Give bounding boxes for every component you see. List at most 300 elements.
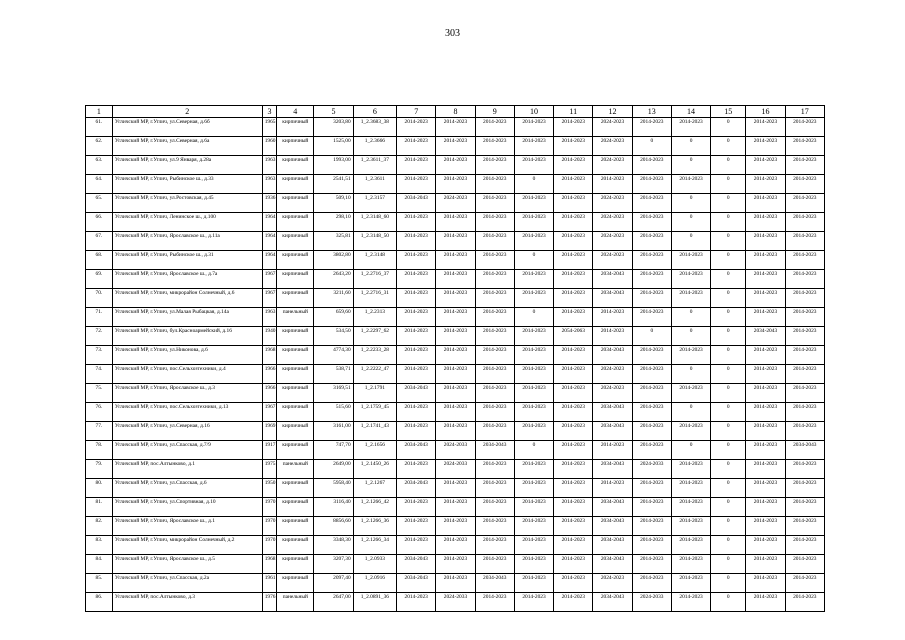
table-cell: кирпичный	[277, 517, 314, 536]
table-cell: 2014-2023	[514, 555, 553, 574]
table-cell: Угличский МР, г.Углич, пос.Сельхозтехники, д.4	[112, 365, 262, 384]
table-cell: 3169,51	[314, 384, 353, 403]
table-row	[86, 251, 825, 270]
table-cell: 2014-2023	[632, 308, 671, 327]
column-header-17: 17	[785, 106, 824, 118]
table-cell: 2014-2023	[436, 384, 475, 403]
column-header-1: 1	[86, 106, 113, 118]
table-cell: кирпичный	[277, 194, 314, 213]
table-cell: 2014-2023	[514, 194, 553, 213]
table-cell: 2024-2033	[436, 593, 475, 612]
table-cell: 2014-2023	[671, 289, 710, 308]
table-cell: 2054-2063	[554, 327, 593, 346]
table-cell: 325,81	[314, 232, 353, 251]
table-cell: 2034-2043	[397, 479, 436, 498]
table-cell: 0	[632, 137, 671, 156]
column-header-7: 7	[397, 106, 436, 118]
table-cell: 1960	[262, 137, 276, 156]
table-cell: 2024-2033	[632, 460, 671, 479]
table-row	[86, 308, 825, 327]
table-cell: 2014-2023	[671, 460, 710, 479]
table-cell: кирпичный	[277, 422, 314, 441]
table-cell: 2014-2023	[554, 213, 593, 232]
table-cell: кирпичный	[277, 270, 314, 289]
table-cell: 1_2.0916	[353, 574, 396, 593]
table-row	[86, 289, 825, 308]
table-cell: 1_2.0933	[353, 555, 396, 574]
table-cell: 2014-2023	[593, 175, 632, 194]
table-cell: 2034-2043	[397, 194, 436, 213]
table-cell: 76.	[86, 403, 113, 422]
table-cell: 2014-2023	[514, 479, 553, 498]
table-cell: 1940	[262, 327, 276, 346]
table-cell: 2014-2023	[514, 403, 553, 422]
table-row	[86, 498, 825, 517]
table-cell: 2014-2023	[746, 175, 785, 194]
table-cell: 0	[711, 308, 746, 327]
table-cell: 1965	[262, 118, 276, 137]
table-cell: 2014-2023	[632, 194, 671, 213]
table-cell: 2014-2023	[554, 536, 593, 555]
table-cell: 67.	[86, 232, 113, 251]
housing-register-table	[85, 105, 825, 612]
table-cell: 0	[514, 175, 553, 194]
table-cell: 2024-2033	[632, 593, 671, 612]
table-cell: 2014-2023	[671, 422, 710, 441]
table-cell: Угличский МР, г.Углич, микрорайон Солнечный, д.6	[112, 289, 262, 308]
table-cell: 2014-2023	[746, 232, 785, 251]
table-cell: 0	[671, 327, 710, 346]
table-cell: 2014-2023	[785, 403, 824, 422]
table-cell: 0	[632, 327, 671, 346]
table-cell: 2014-2023	[632, 251, 671, 270]
table-cell: 85.	[86, 574, 113, 593]
table-cell: 2014-2023	[593, 327, 632, 346]
table-cell: 2014-2023	[514, 422, 553, 441]
table-cell: 3161,00	[314, 422, 353, 441]
table-cell: 509,10	[314, 194, 353, 213]
table-cell: 2024-2023	[593, 137, 632, 156]
table-cell: 2014-2023	[671, 118, 710, 137]
table-cell: 0	[671, 365, 710, 384]
table-cell: 515,60	[314, 403, 353, 422]
table-cell: 86.	[86, 593, 113, 612]
table-cell: 1968	[262, 346, 276, 365]
table-cell: 2014-2023	[397, 460, 436, 479]
table-cell: 2014-2023	[785, 536, 824, 555]
column-header-6: 6	[353, 106, 396, 118]
table-row	[86, 156, 825, 175]
table-cell: 2014-2023	[632, 270, 671, 289]
table-cell: 1970	[262, 517, 276, 536]
table-cell: Угличский МР, г.Углич, Ярославское ш., д.7а	[112, 270, 262, 289]
table-cell: 2014-2023	[436, 536, 475, 555]
table-cell: 0	[711, 289, 746, 308]
table-cell: 2014-2023	[554, 574, 593, 593]
table-cell: 2014-2023	[554, 555, 593, 574]
table-cell: 2014-2023	[554, 441, 593, 460]
table-cell: 2014-2023	[397, 232, 436, 251]
table-cell: 2014-2023	[746, 574, 785, 593]
table-cell: 1993,00	[314, 156, 353, 175]
table-cell: 2034-2043	[397, 441, 436, 460]
table-cell: 1961	[262, 574, 276, 593]
table-cell: 2014-2023	[632, 479, 671, 498]
table-cell: 2014-2023	[514, 232, 553, 251]
table-cell: 2014-2023	[397, 365, 436, 384]
table-cell: 2014-2023	[514, 384, 553, 403]
table-cell: 2014-2023	[671, 251, 710, 270]
table-cell: 0	[671, 213, 710, 232]
table-cell: 2014-2023	[514, 137, 553, 156]
table-cell: 84.	[86, 555, 113, 574]
table-cell: 2034-2043	[593, 422, 632, 441]
table-cell: Угличский МР, г.Углич, Ярославское ш., д.3	[112, 384, 262, 403]
table-cell: 2014-2023	[785, 308, 824, 327]
table-cell: 0	[711, 327, 746, 346]
table-cell: 2014-2023	[475, 536, 514, 555]
table-cell: 2014-2023	[436, 137, 475, 156]
table-cell: 2014-2023	[475, 327, 514, 346]
table-row	[86, 422, 825, 441]
table-cell: 1969	[262, 422, 276, 441]
table-cell: 0	[711, 194, 746, 213]
table-cell: 2014-2023	[746, 441, 785, 460]
table-cell: 2014-2023	[475, 384, 514, 403]
column-header-9: 9	[475, 106, 514, 118]
table-cell: 2014-2023	[436, 308, 475, 327]
column-header-8: 8	[436, 106, 475, 118]
table-cell: 2014-2023	[785, 479, 824, 498]
table-row	[86, 403, 825, 422]
table-cell: 80.	[86, 479, 113, 498]
table-cell: 2014-2023	[785, 327, 824, 346]
table-cell: 2014-2023	[632, 213, 671, 232]
table-cell: 2034-2043	[593, 517, 632, 536]
table-cell: 2024-2023	[593, 213, 632, 232]
table-cell: 0	[711, 536, 746, 555]
table-cell: 2014-2023	[397, 175, 436, 194]
table-cell: 1936	[262, 194, 276, 213]
table-cell: 2014-2023	[514, 574, 553, 593]
table-cell: 4774,30	[314, 346, 353, 365]
table-cell: кирпичный	[277, 346, 314, 365]
table-cell: 2014-2023	[593, 479, 632, 498]
table-cell: 2014-2023	[554, 593, 593, 612]
table-cell: 2014-2023	[475, 346, 514, 365]
table-cell: 2014-2023	[746, 498, 785, 517]
table-cell: 70.	[86, 289, 113, 308]
table-cell: 3348,30	[314, 536, 353, 555]
table-cell: кирпичный	[277, 384, 314, 403]
table-cell: 3207,30	[314, 555, 353, 574]
table-cell: 2014-2023	[397, 593, 436, 612]
table-cell: 2034-2043	[593, 403, 632, 422]
table-cell: 2014-2023	[397, 213, 436, 232]
table-cell: 2034-2043	[785, 441, 824, 460]
table-cell: 538,71	[314, 365, 353, 384]
table-cell: 2014-2023	[632, 118, 671, 137]
table-cell: кирпичный	[277, 232, 314, 251]
table-cell: 0	[711, 555, 746, 574]
table-cell: 1_2.2716_37	[353, 270, 396, 289]
table-cell: 82.	[86, 517, 113, 536]
column-header-15: 15	[711, 106, 746, 118]
table-cell: 2014-2023	[554, 289, 593, 308]
table-cell: 1_2.1791	[353, 384, 396, 403]
table-cell: 1_2.1266_36	[353, 517, 396, 536]
table-cell: 2014-2023	[746, 517, 785, 536]
table-cell: 2014-2023	[746, 156, 785, 175]
table-cell: 2024-2023	[593, 365, 632, 384]
table-cell: 2014-2023	[514, 156, 553, 175]
table-cell: 2014-2023	[746, 251, 785, 270]
table-cell: 2014-2023	[746, 460, 785, 479]
table-cell: 2014-2023	[475, 460, 514, 479]
table-cell: 0	[711, 270, 746, 289]
table-cell: 2024-2023	[593, 574, 632, 593]
table-cell: 0	[711, 346, 746, 365]
table-row	[86, 479, 825, 498]
column-header-14: 14	[671, 106, 710, 118]
table-cell: 61.	[86, 118, 113, 137]
table-cell: 2014-2023	[785, 289, 824, 308]
table-cell: 81.	[86, 498, 113, 517]
table-row	[86, 460, 825, 479]
table-cell: 0	[711, 403, 746, 422]
table-cell: 2014-2023	[475, 498, 514, 517]
table-cell: Угличский МР, г.Углич, Ленинское ш., д.100	[112, 213, 262, 232]
table-cell: 1525,00	[314, 137, 353, 156]
table-cell: 2014-2023	[554, 251, 593, 270]
page-number: 303	[445, 28, 460, 39]
table-cell: 2014-2023	[475, 517, 514, 536]
table-row	[86, 384, 825, 403]
table-cell: 0	[514, 308, 553, 327]
table-cell: 2647,00	[314, 593, 353, 612]
table-cell: Угличский МР, г.Углич, ул.Спасская, д.6	[112, 479, 262, 498]
table-cell: 0	[671, 403, 710, 422]
table-cell: 2014-2023	[785, 555, 824, 574]
table-cell: 2014-2023	[475, 555, 514, 574]
table-cell: 2014-2023	[671, 593, 710, 612]
table-cell: 2014-2023	[514, 213, 553, 232]
table-cell: 3211,60	[314, 289, 353, 308]
table-cell: 2014-2023	[436, 156, 475, 175]
table-cell: 2014-2023	[436, 517, 475, 536]
table-cell: Угличский МР, г.Углич, Рыбинское ш., д.31	[112, 251, 262, 270]
table-cell: 2014-2023	[671, 517, 710, 536]
table-cell: 1_2.0891_36	[353, 593, 396, 612]
table-cell: 659,60	[314, 308, 353, 327]
table-cell: 0	[711, 422, 746, 441]
table-cell: 534,50	[314, 327, 353, 346]
table-cell: 2024-2023	[436, 194, 475, 213]
table-cell: 5958,40	[314, 479, 353, 498]
table-cell: 1_2.3157	[353, 194, 396, 213]
table-cell: 68.	[86, 251, 113, 270]
table-cell: 2014-2023	[632, 441, 671, 460]
table-cell: 2014-2023	[554, 479, 593, 498]
table-cell: 2014-2023	[671, 384, 710, 403]
table-cell: Угличский МР, г.Углич, ул.Северная, д.16	[112, 422, 262, 441]
table-cell: панельный	[277, 308, 314, 327]
table-cell: 2014-2023	[746, 308, 785, 327]
column-header-13: 13	[632, 106, 671, 118]
table-cell: 1967	[262, 403, 276, 422]
table-cell: 2014-2023	[397, 403, 436, 422]
table-cell: 65.	[86, 194, 113, 213]
table-cell: 2014-2023	[632, 555, 671, 574]
table-cell: 2014-2023	[746, 479, 785, 498]
column-header-12: 12	[593, 106, 632, 118]
table-cell: 2014-2023	[671, 574, 710, 593]
table-row	[86, 327, 825, 346]
table-cell: кирпичный	[277, 327, 314, 346]
table-cell: 2014-2023	[632, 574, 671, 593]
table-cell: 1970	[262, 536, 276, 555]
table-cell: Угличский МР, г.Углич, ул.9 Января, д.28а	[112, 156, 262, 175]
table-cell: 2014-2023	[397, 118, 436, 137]
table-cell: 2014-2023	[632, 403, 671, 422]
table-cell: 2014-2023	[554, 137, 593, 156]
table-cell: 2014-2023	[475, 194, 514, 213]
table-cell: Угличский МР, г.Углич, ул.Спасская, д.2а	[112, 574, 262, 593]
table-cell: 0	[711, 156, 746, 175]
table-cell: 2014-2023	[475, 593, 514, 612]
table-cell: 1_2.1266_34	[353, 536, 396, 555]
table-cell: Угличский МР, г.Углич, ул.Спасская, д.7/9	[112, 441, 262, 460]
table-cell: 1_2.3148_60	[353, 213, 396, 232]
table-cell: 2024-2033	[436, 460, 475, 479]
table-cell: Угличский МР, г.Углич, ул.Северная, д.6б	[112, 118, 262, 137]
table-cell: 0	[711, 498, 746, 517]
table-cell: 2014-2023	[475, 137, 514, 156]
table-cell: 2014-2023	[436, 346, 475, 365]
table-cell: 2024-2023	[593, 194, 632, 213]
table-cell: 1963	[262, 156, 276, 175]
table-cell: 72.	[86, 327, 113, 346]
table-cell: 2014-2023	[397, 536, 436, 555]
table-row	[86, 137, 825, 156]
table-cell: 2014-2023	[554, 232, 593, 251]
table-cell: 0	[711, 593, 746, 612]
table-cell: 2014-2023	[671, 346, 710, 365]
table-cell: 1970	[262, 498, 276, 517]
table-cell: 2649,00	[314, 460, 353, 479]
table-cell: 0	[711, 460, 746, 479]
table-cell: 747,70	[314, 441, 353, 460]
table-cell: 78.	[86, 441, 113, 460]
table-cell: 2014-2023	[746, 555, 785, 574]
table-cell: 0	[711, 479, 746, 498]
column-header-10: 10	[514, 106, 553, 118]
table-cell: 1976	[262, 593, 276, 612]
table-cell: кирпичный	[277, 365, 314, 384]
table-cell: 0	[671, 194, 710, 213]
column-header-16: 16	[746, 106, 785, 118]
table-cell: 2014-2023	[785, 517, 824, 536]
table-cell: 0	[711, 384, 746, 403]
table-cell: 2034-2043	[397, 574, 436, 593]
table-cell: 1966	[262, 365, 276, 384]
table-row	[86, 536, 825, 555]
table-cell: 2014-2023	[746, 270, 785, 289]
table-cell: 2014-2023	[785, 498, 824, 517]
column-header-11: 11	[554, 106, 593, 118]
table-cell: 2097,40	[314, 574, 353, 593]
table-cell: Угличский МР, г.Углич, ул.Никонова, д.6	[112, 346, 262, 365]
table-cell: 2014-2023	[436, 422, 475, 441]
table-row	[86, 270, 825, 289]
table-cell: 75.	[86, 384, 113, 403]
table-cell: 2014-2023	[514, 270, 553, 289]
table-cell: 2014-2023	[436, 118, 475, 137]
table-cell: 1_2.3611_37	[353, 156, 396, 175]
table-cell: кирпичный	[277, 479, 314, 498]
table-cell: 2014-2023	[593, 308, 632, 327]
table-cell: 2014-2023	[436, 175, 475, 194]
table-cell: 2014-2023	[475, 175, 514, 194]
table-cell: 74.	[86, 365, 113, 384]
table-cell: 2014-2023	[746, 137, 785, 156]
table-cell: Угличский МР, г.Углич, пос.Сельхозтехники, д.13	[112, 403, 262, 422]
table-cell: 2014-2023	[785, 175, 824, 194]
table-cell: 2014-2023	[397, 422, 436, 441]
table-cell: 2014-2023	[514, 460, 553, 479]
table-cell: 2014-2023	[785, 194, 824, 213]
table-row	[86, 118, 825, 137]
table-cell: 1975	[262, 460, 276, 479]
table-cell: 2014-2023	[475, 118, 514, 137]
table-cell: 2024-2033	[436, 441, 475, 460]
table-cell: кирпичный	[277, 156, 314, 175]
table-cell: 2014-2023	[514, 498, 553, 517]
table-cell: 2014-2023	[785, 460, 824, 479]
table-cell: 2014-2023	[475, 251, 514, 270]
table-cell: 0	[711, 574, 746, 593]
table-cell: 2014-2023	[436, 289, 475, 308]
table-cell: 2024-2023	[593, 118, 632, 137]
table-row	[86, 346, 825, 365]
table-cell: 2014-2023	[554, 156, 593, 175]
table-cell: 2014-2023	[397, 517, 436, 536]
table-cell: 1_2.2222_47	[353, 365, 396, 384]
table-cell: Угличский МР, г.Углич, ул.Малая Рыбацкая, д.14а	[112, 308, 262, 327]
table-cell: кирпичный	[277, 137, 314, 156]
table-cell: 2014-2023	[397, 251, 436, 270]
table-cell: 1_2.3148	[353, 251, 396, 270]
column-header-2: 2	[112, 106, 262, 118]
table-cell: 2014-2023	[514, 289, 553, 308]
table-cell: 2014-2023	[554, 422, 593, 441]
table-cell: 2014-2023	[475, 232, 514, 251]
table-row	[86, 593, 825, 612]
table-cell: 2014-2023	[746, 403, 785, 422]
table-cell: 2014-2023	[671, 175, 710, 194]
table-row	[86, 175, 825, 194]
table-cell: 0	[711, 118, 746, 137]
table-cell: 2034-2043	[593, 270, 632, 289]
table-cell: 8856,60	[314, 517, 353, 536]
table-cell: кирпичный	[277, 175, 314, 194]
table-cell: 2014-2023	[397, 327, 436, 346]
table-cell: 0	[711, 213, 746, 232]
table-cell: 1_2.2716_31	[353, 289, 396, 308]
table-cell: 2014-2023	[554, 384, 593, 403]
table-cell: 2014-2023	[785, 232, 824, 251]
table-row	[86, 574, 825, 593]
